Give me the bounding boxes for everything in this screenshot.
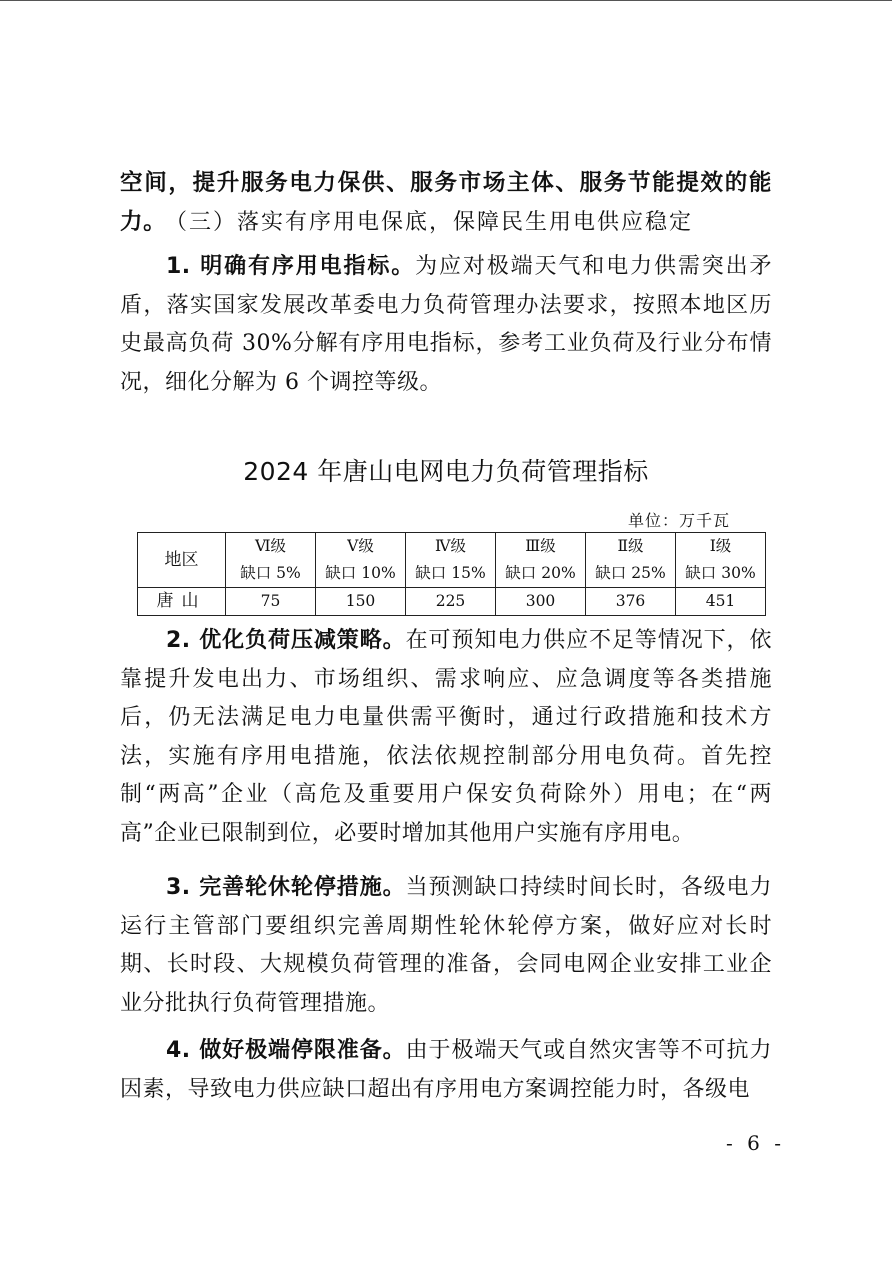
- paragraph-1-body: 为应对极端天气和电力供需突出矛盾，落实国家发展改革委电力负荷管理办法要求，按照本地区历史最高负荷 30%分解有序用电指标，参考工业负荷及行业分布情况，细化分解为 6 个调控等级。: [120, 254, 772, 395]
- level-label: Ⅲ级: [525, 537, 556, 555]
- table-header-row: [138, 533, 766, 588]
- level-label: Ⅳ级: [435, 537, 466, 555]
- page-number: - 6 -: [726, 1131, 785, 1155]
- header-level-5: [316, 533, 406, 588]
- page-top-border: [0, 0, 892, 1]
- load-management-table: [137, 532, 766, 616]
- value-cell: 225: [406, 588, 496, 616]
- section-subheading: （三）落实有序用电保底，保障民生用电供应稳定: [165, 210, 694, 235]
- gap-label: 缺口 25%: [595, 564, 666, 582]
- level-label: Ⅵ级: [254, 537, 287, 555]
- header-level-6: [226, 533, 316, 588]
- paragraph-4-body: 由于极端天气或自然灾害等不可抗力因素，导致电力供应缺口超出有序用电方案调控能力时，各级电: [120, 1038, 772, 1102]
- paragraph-2-body: 在可预知电力供应不足等情况下，依靠提升发电出力、市场组织、需求响应、应急调度等各类措施后，仍无法满足电力电量供需平衡时，通过行政措施和技术方法，实施有序用电措施，依法依规控制部分用电负荷。首先控制“两高”企业（高危及重要用户保安负荷除外）用电；在“两高”企业已限制到位，必要时增加其他用户实施有序用电。: [120, 628, 772, 846]
- header-level-2: [586, 533, 676, 588]
- gap-label: 缺口 20%: [505, 564, 576, 582]
- table-row: [138, 588, 766, 616]
- value-cell: 451: [676, 588, 766, 616]
- gap-label: 缺口 10%: [325, 564, 396, 582]
- paragraph-1: [120, 248, 772, 402]
- paragraph-4-lead: 4. 做好极端停限准备。: [166, 1038, 406, 1063]
- gap-label: 缺口 5%: [240, 564, 301, 582]
- paragraph-3-lead: 3. 完善轮休轮停措施。: [166, 875, 406, 900]
- gap-label: 缺口 30%: [685, 564, 756, 582]
- level-label: Ⅴ级: [347, 537, 374, 555]
- continued-paragraph: 空间，提升服务电力保供、服务市场主体、服务节能提效的能力。: [120, 170, 772, 235]
- table-title: 2024 年唐山电网电力负荷管理指标: [243, 457, 649, 486]
- header-region: 地区: [138, 533, 226, 588]
- gap-label: 缺口 15%: [415, 564, 486, 582]
- table-unit: 单位：万千瓦: [628, 511, 731, 530]
- paragraph-2: [120, 622, 772, 853]
- level-label: Ⅱ级: [617, 537, 644, 555]
- paragraph-4: [120, 1032, 772, 1109]
- paragraph-3: [120, 869, 772, 1023]
- paragraph-2-lead: 2. 优化负荷压减策略。: [166, 628, 406, 653]
- row-region: 唐山: [138, 588, 226, 616]
- value-cell: 75: [226, 588, 316, 616]
- paragraph-1-lead: 1. 明确有序用电指标。: [166, 254, 416, 279]
- value-cell: 150: [316, 588, 406, 616]
- level-label: Ⅰ级: [709, 537, 732, 555]
- header-level-1: [676, 533, 766, 588]
- value-cell: 300: [496, 588, 586, 616]
- value-cell: 376: [586, 588, 676, 616]
- paragraph-3-body: 当预测缺口持续时间长时，各级电力运行主管部门要组织完善周期性轮休轮停方案，做好应对长时期、长时段、大规模负荷管理的准备，会同电网企业安排工业企业分批执行负荷管理措施。: [120, 875, 772, 1016]
- header-level-3: [496, 533, 586, 588]
- header-level-4: [406, 533, 496, 588]
